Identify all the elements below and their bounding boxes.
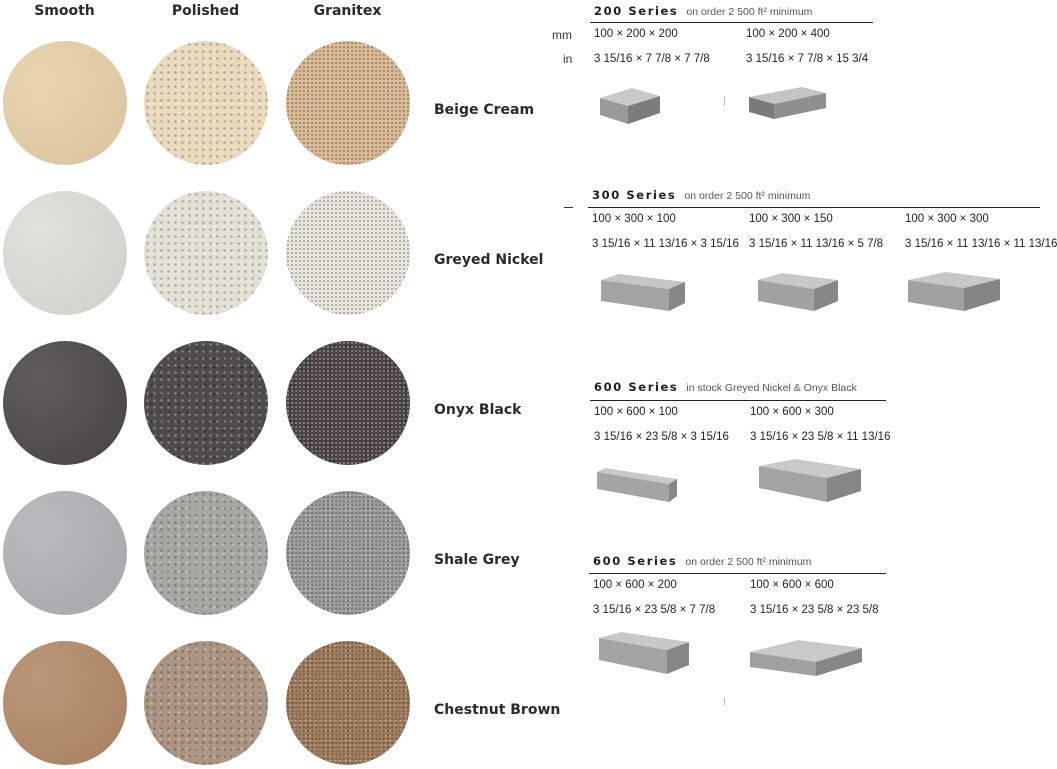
column-header-granitex: Granitex (313, 3, 382, 19)
dimension-mm: 100 × 300 × 100 (592, 213, 676, 225)
swatch-greyed-nickel-polished (144, 191, 268, 315)
swatch-shale-grey-smooth (3, 491, 127, 615)
swatch-beige-cream-smooth (3, 41, 127, 165)
color-label-beige-cream: Beige Cream (434, 102, 535, 118)
paver-image-600x300 (757, 456, 863, 504)
dimension-mm: 100 × 300 × 300 (905, 213, 989, 225)
series-note-200: on order 2 500 ft² minimum (686, 6, 813, 18)
swatch-shale-grey-granitex (286, 491, 410, 615)
series-note-600-order: on order 2 500 ft² minimum (685, 556, 812, 568)
color-label-shale-grey: Shale Grey (434, 552, 520, 568)
color-label-chestnut-brown: Chestnut Brown (434, 702, 561, 718)
series-rule-600-stock (590, 400, 886, 401)
dash-mark (564, 207, 573, 208)
unit-label-in: in (563, 52, 573, 66)
color-label-onyx-black: Onyx Black (434, 402, 522, 418)
paver-image-300x150 (756, 270, 840, 314)
swatch-shale-grey-polished (144, 491, 268, 615)
swatch-onyx-black-polished (144, 341, 268, 465)
paver-image-600x100 (595, 466, 679, 504)
dimension-in: 3 15/16 × 7 7/8 × 7 7/8 (594, 53, 710, 65)
paver-image-300x100 (599, 270, 687, 314)
swatch-onyx-black-granitex (286, 341, 410, 465)
swatch-chestnut-brown-polished (144, 641, 268, 765)
series-title-300: 300 Series on order 2 500 ft² minimum (592, 188, 811, 202)
dimension-in: 3 15/16 × 11 13/16 × 3 15/16 (592, 238, 739, 250)
unit-label-mm: mm (552, 28, 572, 42)
dimension-in: 3 15/16 × 11 13/16 × 5 7/8 (749, 238, 884, 250)
series-title-200: 200 Series on order 2 500 ft² minimum (594, 4, 813, 18)
swatch-greyed-nickel-smooth (3, 191, 127, 315)
dimension-mm: 100 × 600 × 600 (750, 579, 834, 591)
paver-image-200x200 (596, 84, 662, 128)
swatch-chestnut-brown-smooth (3, 641, 127, 765)
column-header-smooth: Smooth (34, 3, 95, 19)
series-title-600-order: 600 Series on order 2 500 ft² minimum (593, 554, 812, 568)
dimension-mm: 100 × 600 × 100 (594, 406, 678, 418)
dimension-in: 3 15/16 × 23 5/8 × 7 7/8 (593, 604, 716, 616)
dimension-in: 3 15/16 × 11 13/16 × 11 13/16 (905, 238, 1057, 250)
series-rule-600-order (589, 573, 886, 574)
dimension-mm: 100 × 200 × 400 (746, 28, 830, 40)
series-note-300: on order 2 500 ft² minimum (684, 190, 811, 202)
paver-image-600x200 (597, 630, 691, 676)
swatch-beige-cream-granitex (286, 41, 410, 165)
swatch-beige-cream-polished (144, 41, 268, 165)
series-rule-200 (590, 22, 873, 23)
dimension-mm: 100 × 600 × 300 (750, 406, 834, 418)
divider-tick (724, 697, 725, 705)
dimension-in: 3 15/16 × 23 5/8 × 11 13/16 (750, 431, 891, 443)
divider-tick (724, 96, 725, 106)
dimension-mm: 100 × 200 × 200 (594, 28, 678, 40)
series-rule-300 (588, 207, 1040, 208)
swatch-onyx-black-smooth (3, 341, 127, 465)
swatch-chestnut-brown-granitex (286, 641, 410, 765)
dimension-in: 3 15/16 × 23 5/8 × 23 5/8 (750, 604, 879, 616)
dimension-in: 3 15/16 × 7 7/8 × 15 3/4 (746, 53, 869, 65)
paver-image-600x600 (748, 638, 864, 678)
paver-image-200x400 (746, 84, 828, 124)
dimension-mm: 100 × 300 × 150 (749, 213, 833, 225)
swatch-greyed-nickel-granitex (286, 191, 410, 315)
dimension-in: 3 15/16 × 23 5/8 × 3 15/16 (594, 431, 729, 443)
color-label-greyed-nickel: Greyed Nickel (434, 252, 544, 268)
paver-image-300x300 (906, 270, 1002, 314)
series-note-600-stock: in stock Greyed Nickel & Onyx Black (686, 382, 857, 394)
series-title-600-stock: 600 Series in stock Greyed Nickel & Onyx Black (594, 380, 857, 394)
dimension-mm: 100 × 600 × 200 (593, 579, 677, 591)
column-header-polished: Polished (171, 3, 240, 19)
